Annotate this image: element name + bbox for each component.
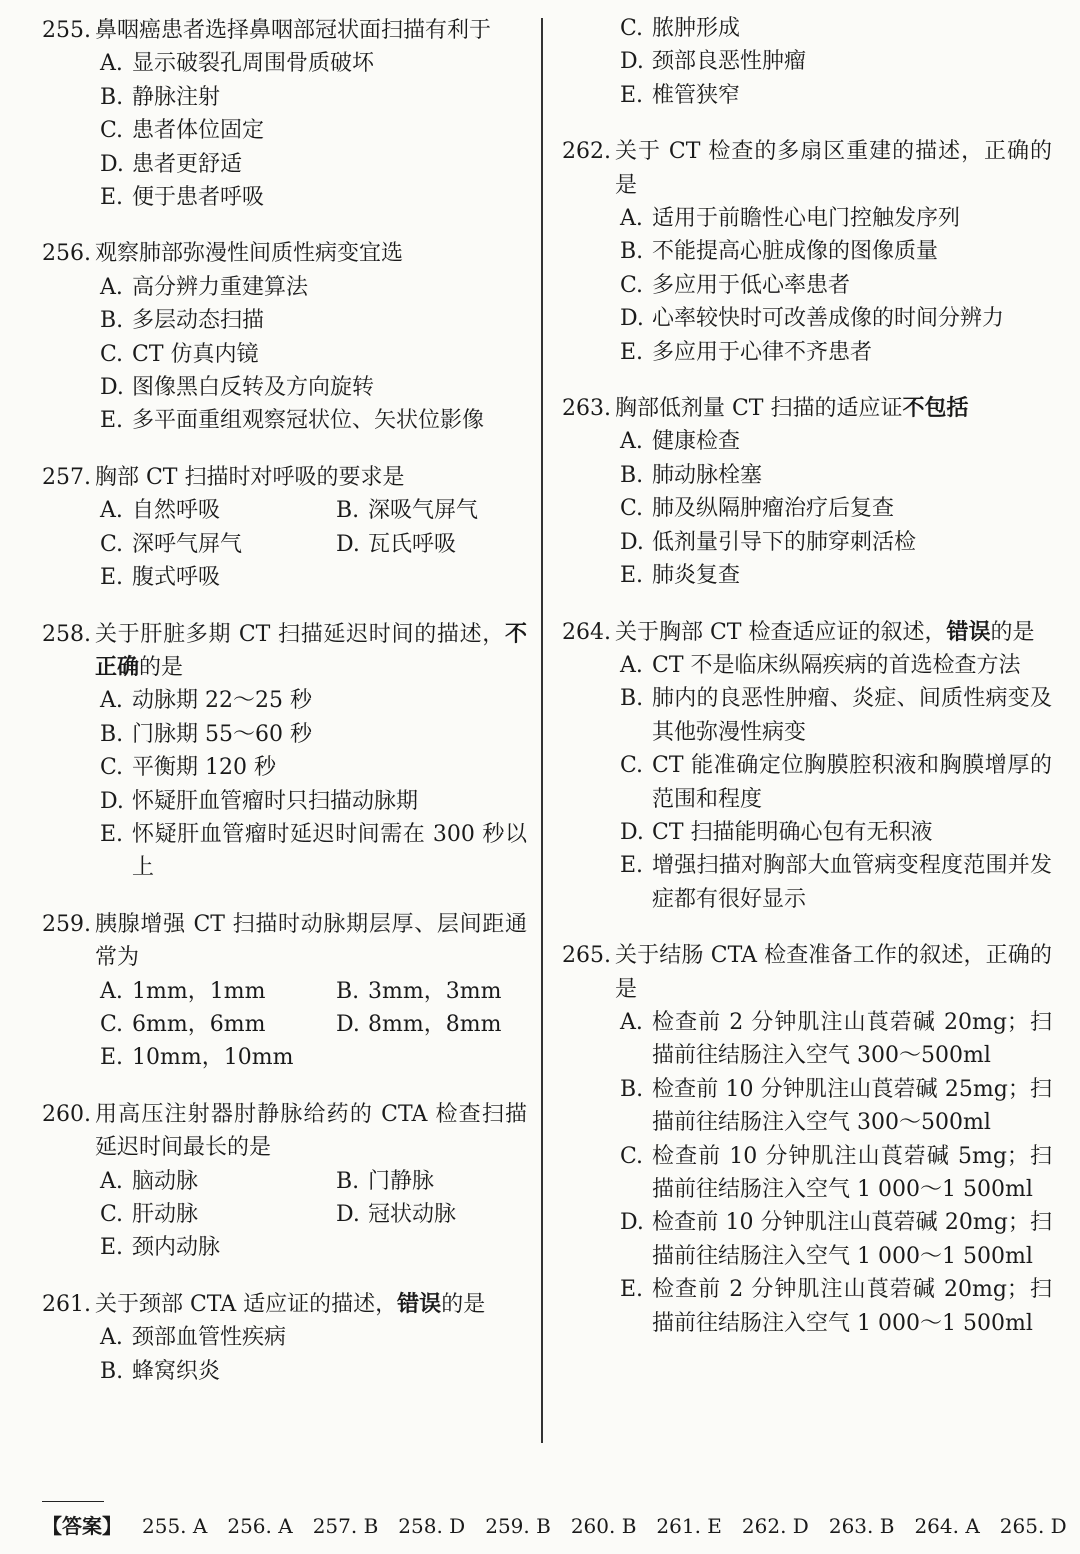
- option: C. 检查前 10 分钟肌注山莨菪碱 5mg；扫描前往结肠注入空气 1 000～1 500ml: [620, 1143, 1052, 1202]
- answer-key: [42, 1510, 1067, 1539]
- question-text: 胸部 CT 扫描时对呼吸的要求是: [94, 464, 405, 490]
- option: D. 瓦氏呼吸: [336, 531, 457, 557]
- question-number: 256.: [42, 241, 91, 267]
- option: B. 3mm，3mm: [336, 978, 502, 1004]
- column-divider: [541, 18, 543, 1443]
- option: A. CT 不是临床纵隔疾病的首选检查方法: [620, 652, 1021, 678]
- option: C. 深呼气屏气: [100, 531, 243, 557]
- option: E. 腹式呼吸: [100, 565, 221, 591]
- option: E. 检查前 2 分钟肌注山莨菪碱 20mg；扫描前往结肠注入空气 1 000～1 500ml: [620, 1277, 1052, 1336]
- option: C. 患者体位固定: [100, 118, 265, 144]
- answer-item: 255. A: [142, 1514, 208, 1538]
- question-261-continued: [562, 12, 1052, 112]
- question-263: [562, 392, 1052, 592]
- option: B. 静脉注射: [100, 84, 221, 110]
- option: E. 多平面重组观察冠状位、矢状位影像: [100, 408, 485, 434]
- option: B. 门脉期 55～60 秒: [100, 721, 312, 747]
- option: E. 颈内动脉: [100, 1235, 221, 1261]
- question-261: [42, 1288, 527, 1388]
- option: B. 蜂窝织炎: [100, 1358, 221, 1384]
- option: C. 平衡期 120 秒: [100, 755, 276, 781]
- option: E. 椎管狭窄: [620, 82, 741, 108]
- answer-item: 263. B: [828, 1514, 895, 1538]
- option: B. 检查前 10 分钟肌注山莨菪碱 25mg；扫描前往结肠注入空气 300～500ml: [620, 1076, 1052, 1136]
- emphasis-text: 错误: [397, 1291, 442, 1317]
- option: C. CT 能准确定位胸膜腔积液和胸膜增厚的范围和程度: [620, 753, 1052, 812]
- option: A. 检查前 2 分钟肌注山莨菪碱 20mg；扫描前往结肠注入空气 300～500ml: [620, 1009, 1052, 1069]
- option: A. 健康检查: [620, 429, 741, 455]
- option: E. 肺炎复查: [620, 563, 741, 589]
- question-number: 261.: [42, 1291, 91, 1317]
- question-text: 用高压注射器肘静脉给药的 CTA 检查扫描延迟时间最长的是: [94, 1101, 527, 1161]
- question-number: 258.: [42, 621, 91, 647]
- option: A. 适用于前瞻性心电门控触发序列: [620, 206, 961, 232]
- answer-item: 256. A: [227, 1514, 293, 1538]
- question-text: 关于 CT 检查的多扇区重建的描述，正确的是: [614, 139, 1052, 198]
- left-column: [42, 14, 527, 1411]
- option: B. 门静脉: [336, 1168, 435, 1194]
- option: C. 多应用于低心率患者: [620, 272, 851, 298]
- question-number: 259.: [42, 911, 91, 937]
- question-number: 257.: [42, 464, 91, 490]
- option: D. 颈部良恶性肿瘤: [620, 49, 807, 75]
- answer-item: 265. D: [999, 1514, 1067, 1538]
- option: A. 1mm，1mm: [100, 978, 266, 1004]
- emphasis-text: 错误: [946, 619, 991, 645]
- option: A. 脑动脉: [100, 1168, 199, 1194]
- question-258: [42, 618, 527, 885]
- option: A. 显示破裂孔周围骨质破坏: [100, 51, 375, 77]
- option: D. 低剂量引导下的肺穿刺活检: [620, 529, 917, 555]
- option: D. 8mm，8mm: [336, 1011, 502, 1037]
- option: C. 肝动脉: [100, 1202, 199, 1227]
- question-260: [42, 1098, 527, 1265]
- option: D. 冠状动脉: [336, 1202, 457, 1227]
- emphasis-text: 不包括: [902, 396, 969, 422]
- option: D. 患者更舒适: [100, 151, 243, 177]
- question-255: [42, 14, 527, 214]
- right-column: [562, 14, 1052, 1363]
- emphasis-text: 不正确: [94, 621, 527, 680]
- option: E. 怀疑肝血管瘤时延迟时间需在 300 秒以上: [100, 821, 527, 881]
- option: E. 增强扫描对胸部大血管病变程度范围并发症都有很好显示: [620, 853, 1052, 912]
- answer-item: 264. A: [914, 1514, 980, 1538]
- answer-item: 261. E: [656, 1514, 722, 1538]
- question-number: 262.: [562, 139, 611, 165]
- option: E. 便于患者呼吸: [100, 185, 265, 211]
- option: B. 肺内的良恶性肿瘤、炎症、间质性病变及其他弥漫性病变: [620, 686, 1052, 745]
- option: E. 10mm，10mm: [100, 1045, 294, 1071]
- option: D. 图像黑白反转及方向旋转: [100, 375, 375, 401]
- option: E. 多应用于心律不齐患者: [620, 339, 873, 365]
- question-number: 263.: [562, 396, 611, 422]
- question-number: 255.: [42, 18, 91, 43]
- answer-item: 258. D: [398, 1514, 466, 1538]
- question-264: [562, 616, 1052, 917]
- option: C. 肺及纵隔肿瘤治疗后复查: [620, 496, 895, 522]
- option: D. CT 扫描能明确心包有无积液: [620, 819, 933, 845]
- answer-item: 260. B: [570, 1514, 637, 1538]
- option: D. 怀疑肝血管瘤时只扫描动脉期: [100, 788, 419, 814]
- question-number: 264.: [562, 619, 611, 645]
- option: C. 6mm，6mm: [100, 1011, 266, 1037]
- option: B. 多层动态扫描: [100, 308, 265, 334]
- option: A. 颈部血管性疾病: [100, 1325, 287, 1351]
- question-text: 关于肝脏多期 CT 扫描延迟时间的描述，不正确的是: [94, 621, 527, 680]
- question-number: 265.: [562, 943, 611, 969]
- question-265: [562, 939, 1052, 1340]
- question-number: 260.: [42, 1101, 91, 1127]
- option: A. 高分辨力重建算法: [100, 274, 309, 300]
- option: A. 自然呼吸: [100, 498, 221, 524]
- option: A. 动脉期 22～25 秒: [100, 688, 312, 714]
- option: B. 肺动脉栓塞: [620, 462, 763, 488]
- answer-item: 259. B: [485, 1514, 551, 1538]
- question-text: 胰腺增强 CT 扫描时动脉期层厚、层间距通常为: [94, 911, 527, 971]
- question-text: 关于胸部 CT 检查适应证的叙述，错误的是: [614, 619, 1035, 645]
- question-256: [42, 237, 527, 437]
- answer-item: 262. D: [741, 1514, 809, 1538]
- question-text: 观察肺部弥漫性间质性病变宜选: [94, 241, 403, 267]
- question-text: 关于颈部 CTA 适应证的描述，错误的是: [94, 1291, 486, 1317]
- question-text: 关于结肠 CTA 检查准备工作的叙述，正确的是: [614, 943, 1052, 1002]
- option: C. 脓肿形成: [620, 16, 741, 41]
- question-text: 鼻咽癌患者选择鼻咽部冠状面扫描有利于: [94, 18, 491, 43]
- option: C. CT 仿真内镜: [100, 341, 259, 367]
- answer-key-label: 【答案】: [42, 1514, 122, 1538]
- question-257: [42, 461, 527, 595]
- option: B. 深吸气屏气: [336, 498, 479, 524]
- question-text: 胸部低剂量 CT 扫描的适应证不包括: [614, 396, 969, 422]
- answer-item: 257. B: [312, 1514, 379, 1538]
- question-262: [562, 135, 1052, 369]
- option: D. 心率较快时可改善成像的时间分辨力: [620, 306, 1005, 332]
- option: D. 检查前 10 分钟肌注山莨菪碱 20mg；扫描前往结肠注入空气 1 000～1 500ml: [620, 1210, 1052, 1269]
- question-259: [42, 908, 527, 1075]
- footnote-rule: [42, 1501, 104, 1502]
- option: B. 不能提高心脏成像的图像质量: [620, 239, 939, 265]
